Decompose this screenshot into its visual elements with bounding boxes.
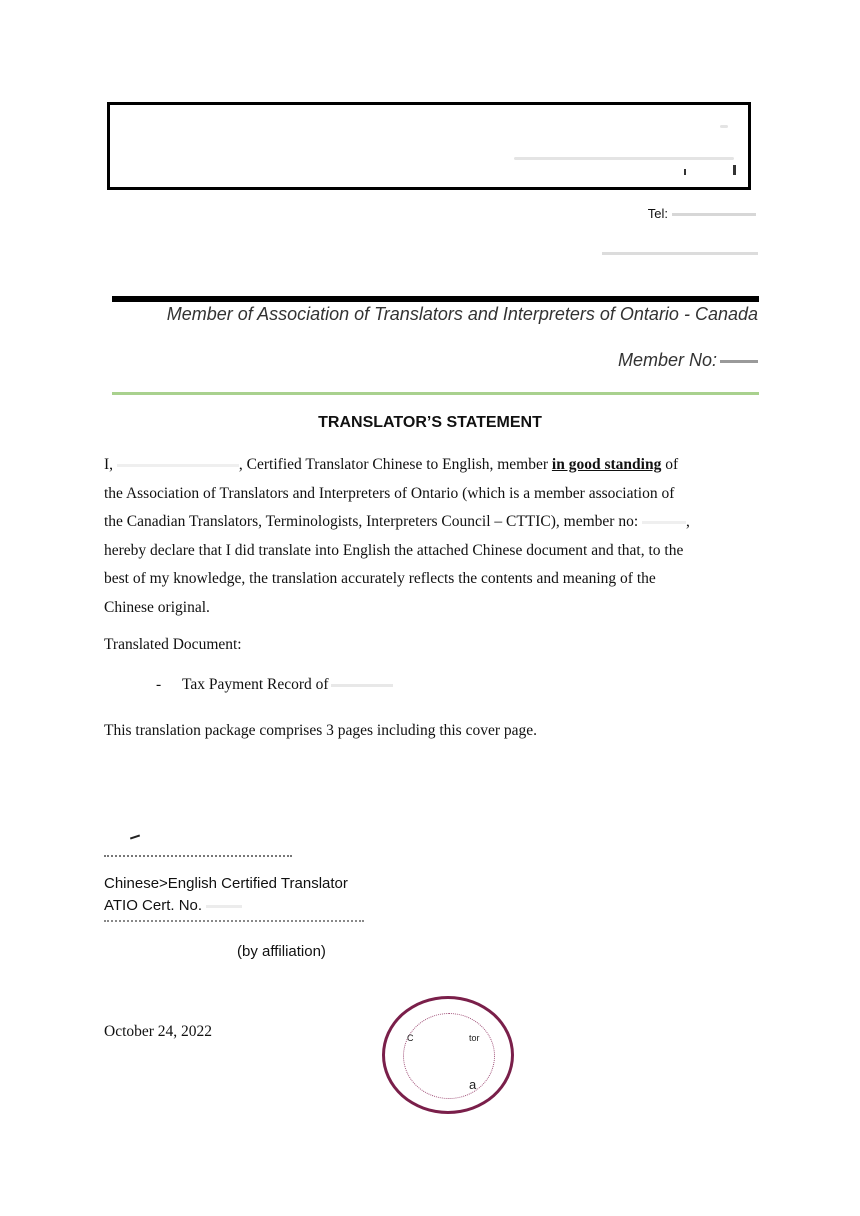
redacted-signature-name: [104, 855, 292, 863]
letterhead-redacted-address: [514, 157, 734, 160]
statement-line-2: the Association of Translators and Interpreters of Ontario (which is a member association of: [104, 484, 675, 502]
association-line: Member of Association of Translators and Interpreters of Ontario - Canada: [166, 304, 758, 324]
redacted-cert-number: [206, 905, 242, 908]
statement-line-3: [104, 508, 764, 537]
list-bullet: -: [156, 676, 162, 693]
package-note: This translation package comprises 3 pages including this cover page.: [104, 722, 538, 739]
affiliation-note: (by affiliation): [237, 943, 326, 960]
seal-text: a: [469, 1077, 477, 1092]
telephone-line: [648, 206, 756, 221]
member-number-label: Member No:: [617, 350, 717, 370]
statement-i: I,: [104, 456, 114, 473]
statement-paragraph: [104, 451, 764, 622]
redacted-member-number: [720, 360, 758, 363]
letterhead-mark: [684, 169, 686, 175]
signature-title: Chinese>English Certified Translator: [104, 875, 348, 892]
letterhead-redacted-line: [720, 125, 728, 128]
redacted-membership-line: [104, 920, 364, 928]
signature-cert-line: [104, 895, 348, 917]
statement-certification: , Certified Translator Chinese to English, member: [238, 456, 549, 473]
good-standing-text: in good standing: [551, 456, 662, 473]
statement-line-5: best of my knowledge, the translation accurately reflects the contents and meaning of the: [104, 570, 656, 587]
seal-text: C: [407, 1033, 414, 1043]
translator-seal: [382, 996, 514, 1114]
document-title: Tax Payment Record of: [182, 676, 329, 693]
header-rule: [112, 296, 759, 302]
signature-mark: [130, 835, 140, 840]
translated-document-label: Translated Document:: [104, 636, 242, 653]
telephone-label: Tel:: [647, 206, 668, 221]
letterhead-mark: [733, 165, 736, 175]
statement-title: TRANSLATOR’S STATEMENT: [318, 414, 542, 431]
redacted-person-name: [331, 684, 393, 687]
list-item: [182, 676, 393, 694]
seal-text: tor: [469, 1033, 480, 1043]
statement-of: of: [665, 456, 679, 473]
redacted-translator-name: [117, 464, 239, 467]
statement-comma: ,: [686, 513, 690, 530]
statement-line-1: [104, 451, 764, 480]
member-number-line: [618, 350, 758, 371]
redacted-phone: [672, 213, 756, 216]
redacted-email: [602, 252, 758, 255]
seal-inner-ring: [403, 1013, 495, 1099]
letterhead-box: [107, 102, 751, 190]
cert-label: ATIO Cert. No.: [104, 897, 203, 914]
green-rule: [112, 392, 759, 395]
statement-date: October 24, 2022: [104, 1023, 213, 1040]
redacted-member-no: [642, 521, 686, 524]
signature-block: [104, 873, 348, 917]
statement-line-4: hereby declare that I did translate into English the attached Chinese document and that, to the: [104, 541, 684, 559]
statement-line-6: Chinese original.: [104, 598, 210, 616]
statement-line-3-text: the Canadian Translators, Terminologists, Interpreters Council – CTTIC), member no:: [104, 513, 639, 530]
